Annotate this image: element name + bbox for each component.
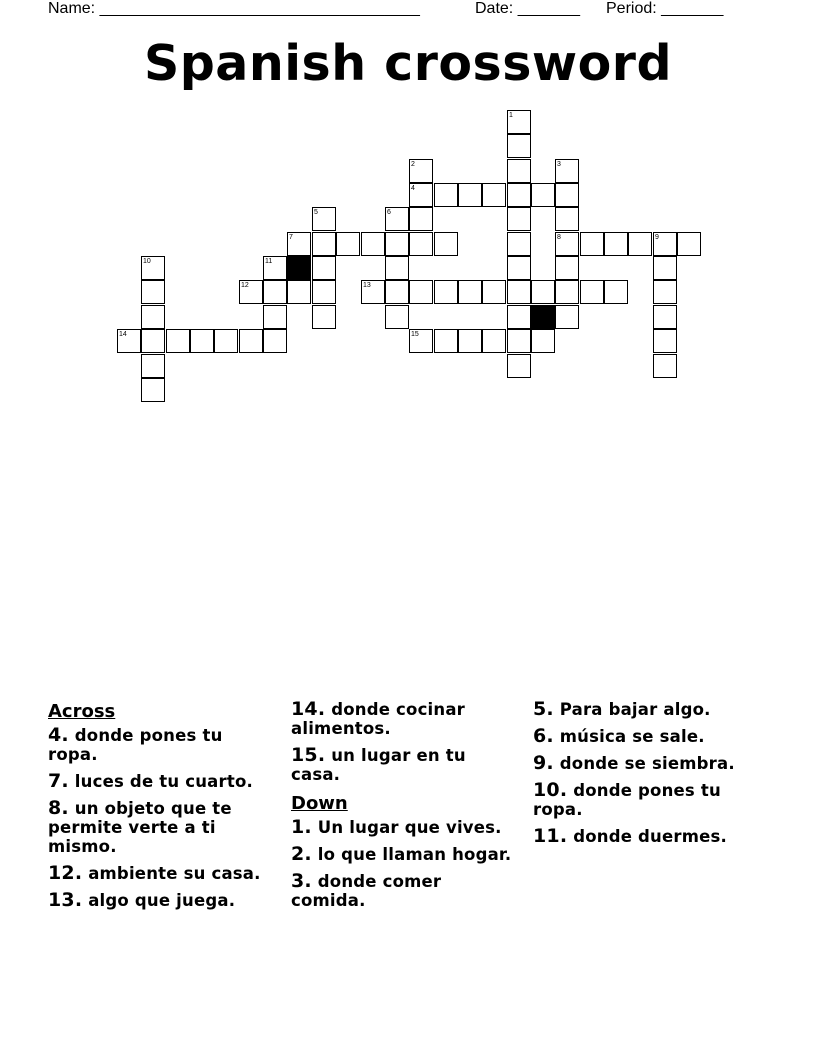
clue-across-14: 14. donde cocinar alimentos. <box>291 698 466 738</box>
crossword-cell[interactable] <box>312 207 336 231</box>
crossword-cell[interactable] <box>507 305 531 329</box>
clue-down-3: 3. donde comer comida. <box>291 870 442 910</box>
clue-number: 5 <box>314 209 318 216</box>
crossword-cell[interactable] <box>409 232 433 256</box>
crossword-cell[interactable] <box>604 232 628 256</box>
crossword-cell[interactable] <box>507 280 531 304</box>
crossword-cell[interactable] <box>385 256 409 280</box>
crossword-cell[interactable] <box>507 159 531 183</box>
crossword-cell[interactable] <box>653 354 677 378</box>
clue-number: 8 <box>557 234 561 241</box>
clue-across-15: 15. un lugar en tu casa. <box>291 744 466 784</box>
clue-number: 6 <box>387 209 391 216</box>
crossword-grid <box>0 0 816 420</box>
down-heading: Down <box>291 793 348 814</box>
crossword-cell[interactable] <box>409 329 433 353</box>
crossword-cell[interactable] <box>385 305 409 329</box>
clue-down-10: 10. donde pones tu ropa. <box>533 779 721 819</box>
crossword-cell[interactable] <box>507 232 531 256</box>
crossword-cell[interactable] <box>482 280 506 304</box>
clue-number: 12 <box>241 282 249 289</box>
crossword-cell[interactable] <box>166 329 190 353</box>
clue-down-5: 5. Para bajar algo. <box>533 698 711 720</box>
crossword-cell[interactable] <box>531 329 555 353</box>
clue-down-6: 6. música se sale. <box>533 725 705 747</box>
clue-number: 14 <box>119 331 127 338</box>
crossword-cell[interactable] <box>507 110 531 134</box>
clues-column-2 <box>291 700 516 918</box>
crossword-cell[interactable] <box>141 305 165 329</box>
crossword-cell[interactable] <box>141 280 165 304</box>
crossword-cell[interactable] <box>263 280 287 304</box>
crossword-cell[interactable] <box>409 183 433 207</box>
clue-number: 4 <box>411 185 415 192</box>
crossword-cell[interactable] <box>117 329 141 353</box>
crossword-cell[interactable] <box>555 207 579 231</box>
crossword-cell[interactable] <box>555 183 579 207</box>
crossword-cell[interactable] <box>409 280 433 304</box>
crossword-cell[interactable] <box>312 256 336 280</box>
crossword-cell[interactable] <box>214 329 238 353</box>
crossword-cell[interactable] <box>580 280 604 304</box>
clues-column-3 <box>533 700 758 854</box>
blocked-cell <box>531 305 555 329</box>
crossword-cell[interactable] <box>239 329 263 353</box>
clue-number: 2 <box>411 161 415 168</box>
crossword-cell[interactable] <box>653 232 677 256</box>
crossword-cell[interactable] <box>312 232 336 256</box>
crossword-cell[interactable] <box>385 207 409 231</box>
crossword-cell[interactable] <box>507 329 531 353</box>
clue-across-4: 4. donde pones tu ropa. <box>48 724 223 764</box>
clue-number: 15 <box>411 331 419 338</box>
clues-column-1 <box>48 700 273 918</box>
crossword-cell[interactable] <box>604 280 628 304</box>
crossword-cell[interactable] <box>385 232 409 256</box>
crossword-cell[interactable] <box>653 256 677 280</box>
crossword-cell[interactable] <box>434 232 458 256</box>
crossword-cell[interactable] <box>458 280 482 304</box>
crossword-cell[interactable] <box>263 329 287 353</box>
crossword-cell[interactable] <box>141 378 165 402</box>
crossword-cell[interactable] <box>458 183 482 207</box>
crossword-cell[interactable] <box>507 256 531 280</box>
crossword-cell[interactable] <box>531 280 555 304</box>
crossword-cell[interactable] <box>434 280 458 304</box>
crossword-cell[interactable] <box>263 256 287 280</box>
crossword-cell[interactable] <box>287 280 311 304</box>
clue-number: 13 <box>363 282 371 289</box>
across-heading: Across <box>48 701 116 722</box>
crossword-cell[interactable] <box>555 305 579 329</box>
clue-down-11: 11. donde duermes. <box>533 825 728 847</box>
clue-down-9: 9. donde se siembra. <box>533 752 735 774</box>
crossword-cell[interactable] <box>458 329 482 353</box>
crossword-cell[interactable] <box>507 183 531 207</box>
crossword-cell[interactable] <box>507 134 531 158</box>
clue-number: 10 <box>143 258 151 265</box>
crossword-cell[interactable] <box>287 232 311 256</box>
crossword-cell[interactable] <box>312 305 336 329</box>
crossword-cell[interactable] <box>336 232 360 256</box>
period-field-label[interactable]: Period: _______ <box>606 0 724 17</box>
page-title: Spanish crossword <box>143 35 673 92</box>
crossword-cell[interactable] <box>482 329 506 353</box>
crossword-cell[interactable] <box>434 183 458 207</box>
crossword-cell[interactable] <box>141 354 165 378</box>
clue-number: 1 <box>509 112 513 119</box>
clue-across-7: 7. luces de tu cuarto. <box>48 770 253 792</box>
crossword-cell[interactable] <box>409 159 433 183</box>
crossword-cell[interactable] <box>141 256 165 280</box>
clue-down-1: 1. Un lugar que vives. <box>291 816 502 838</box>
crossword-cell[interactable] <box>580 232 604 256</box>
name-field-label[interactable]: Name: ____________________________________ <box>48 0 420 17</box>
crossword-cell[interactable] <box>531 183 555 207</box>
crossword-cell[interactable] <box>409 207 433 231</box>
clue-across-8: 8. un objeto que te permite verte a ti mismo. <box>48 797 232 856</box>
crossword-cell[interactable] <box>507 207 531 231</box>
crossword-cell[interactable] <box>555 159 579 183</box>
clue-number: 9 <box>655 234 659 241</box>
crossword-cell[interactable] <box>385 280 409 304</box>
crossword-cell[interactable] <box>263 305 287 329</box>
crossword-cell[interactable] <box>312 280 336 304</box>
crossword-cell[interactable] <box>190 329 214 353</box>
crossword-cell[interactable] <box>555 256 579 280</box>
clue-number: 7 <box>289 234 293 241</box>
crossword-cell[interactable] <box>361 232 385 256</box>
crossword-cell[interactable] <box>555 232 579 256</box>
crossword-cell[interactable] <box>653 329 677 353</box>
clue-number: 11 <box>265 258 273 265</box>
crossword-cell[interactable] <box>507 354 531 378</box>
blocked-cell <box>287 256 311 280</box>
crossword-cell[interactable] <box>141 329 165 353</box>
crossword-cell[interactable] <box>239 280 263 304</box>
crossword-cell[interactable] <box>653 280 677 304</box>
clue-down-2: 2. lo que llaman hogar. <box>291 843 512 865</box>
clue-across-13: 13. algo que juega. <box>48 889 236 911</box>
crossword-cell[interactable] <box>628 232 652 256</box>
crossword-cell[interactable] <box>555 280 579 304</box>
crossword-cell[interactable] <box>482 183 506 207</box>
clue-number: 3 <box>557 161 561 168</box>
crossword-cell[interactable] <box>434 329 458 353</box>
crossword-cell[interactable] <box>361 280 385 304</box>
date-field-label[interactable]: Date: _______ <box>475 0 580 17</box>
clue-across-12: 12. ambiente su casa. <box>48 862 261 884</box>
crossword-cell[interactable] <box>653 305 677 329</box>
crossword-cell[interactable] <box>677 232 701 256</box>
